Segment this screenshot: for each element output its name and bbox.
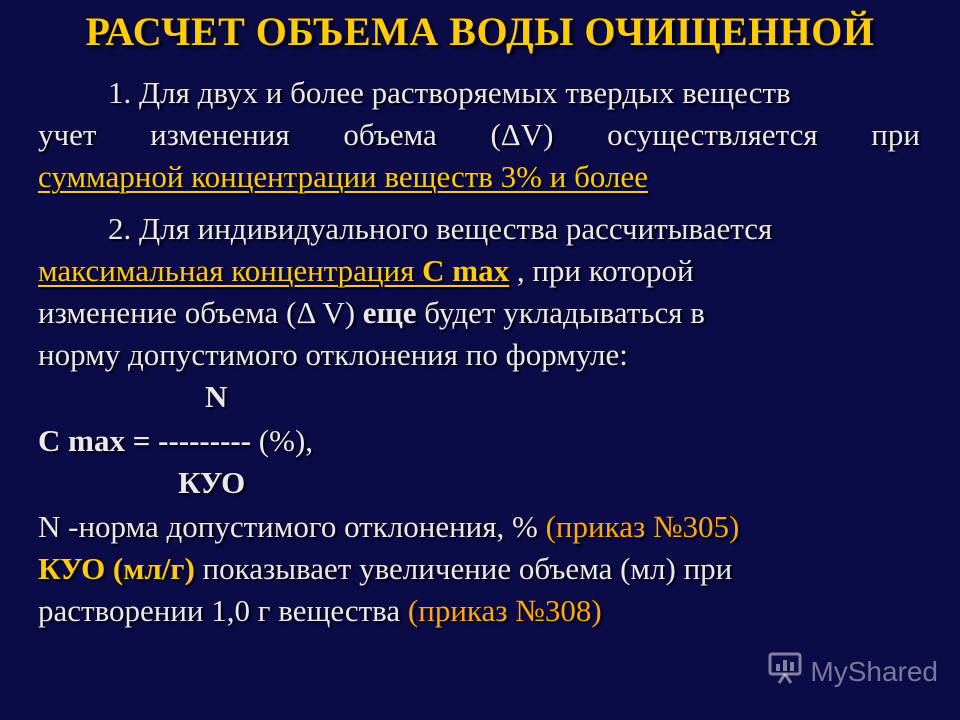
- max-concentration-highlight: максимальная концентрация: [38, 253, 415, 288]
- p2-line3-a: изменение объема (Δ V): [38, 295, 363, 330]
- slide-title: РАСЧЕТ ОБЪЕМА ВОДЫ ОЧИЩЕННОЙ: [85, 9, 875, 54]
- watermark-text: MyShared: [810, 655, 938, 687]
- note-n-text: N -норма допустимого отклонения, %: [38, 509, 546, 544]
- kuo-label: КУО (мл/г): [38, 551, 195, 586]
- still-bold: еще: [362, 295, 417, 330]
- p1-line3: [38, 158, 920, 196]
- cmax-highlight: С max: [422, 253, 510, 288]
- p2-line3-b: будет укладываться в: [416, 295, 705, 330]
- p2-line4: норму допустимого отклонения по формуле:: [38, 337, 628, 372]
- formula-unit: (%),: [251, 423, 314, 458]
- kuo-text: показывает увеличение объема (мл) при: [194, 551, 733, 586]
- note-kuo: [38, 550, 920, 588]
- formula-denominator: КУО: [178, 465, 246, 500]
- order-308-ref: (приказ №308): [407, 593, 602, 628]
- p2-line1: 2. Для индивидуального вещества рассчитывается: [108, 211, 773, 246]
- p1-line2: учет изменения объема (ΔV) осуществляется при: [38, 117, 920, 152]
- kuo-line2-text: растворении 1,0 г вещества: [38, 593, 408, 628]
- p1-line1: 1. Для двух и более растворяемых твердых веществ: [108, 75, 791, 110]
- myshared-watermark: [768, 651, 938, 692]
- note-n: [38, 508, 920, 546]
- formula-numerator: N: [205, 379, 228, 414]
- p2-line2-rest: , при которой: [509, 253, 694, 288]
- formula-lhs: С max = ---------: [38, 423, 252, 458]
- p2-line3: [38, 294, 920, 332]
- p2-line2: [38, 252, 920, 290]
- formula-line: [38, 422, 920, 460]
- presentation-icon: [768, 651, 802, 692]
- order-305-ref: (приказ №305): [545, 509, 740, 544]
- total-concentration-highlight: суммарной концентрации веществ 3% и более: [38, 159, 648, 194]
- note-kuo-line2: [38, 592, 920, 630]
